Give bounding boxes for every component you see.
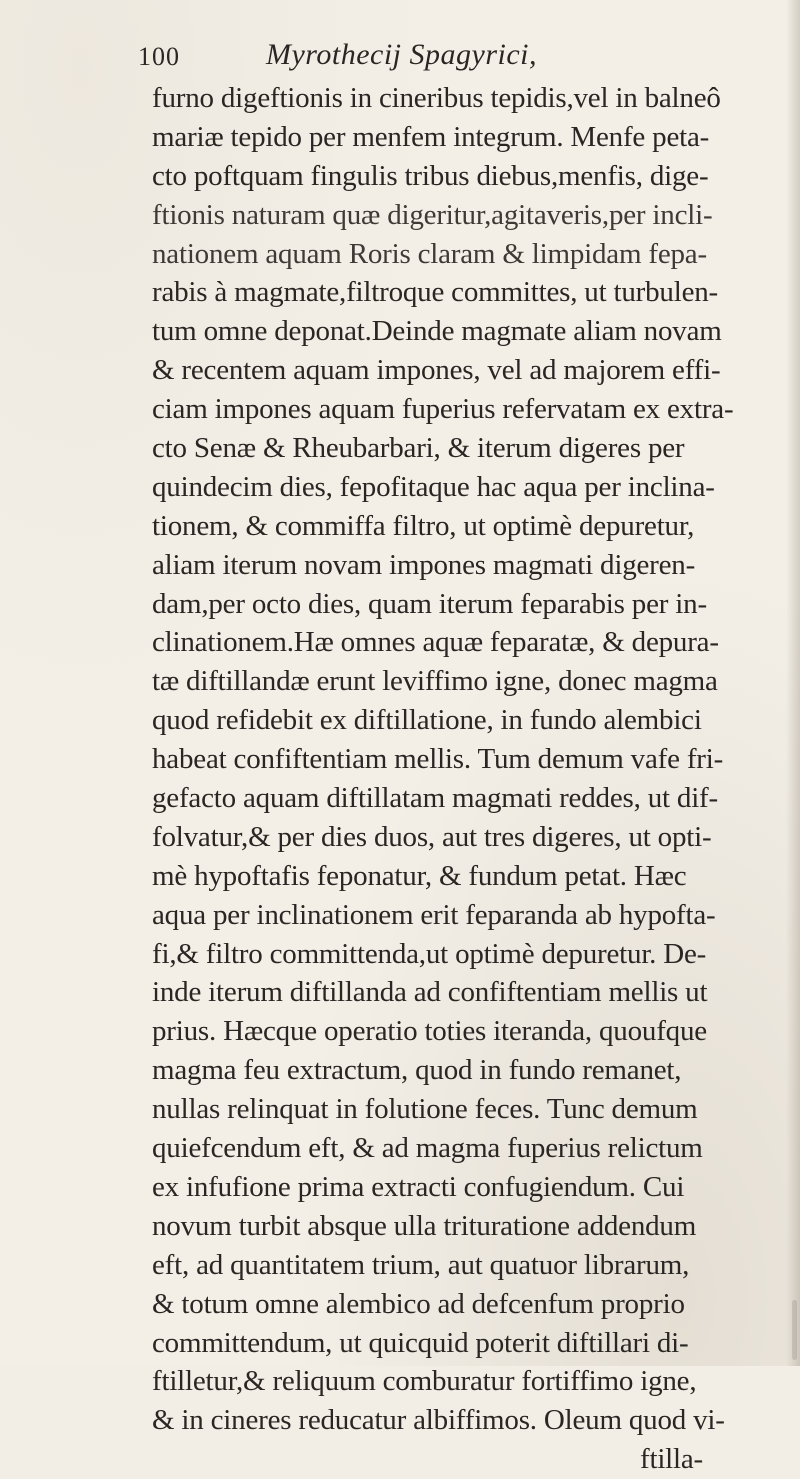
text-line: quiefcendum eft, & ad magma fuperius relictum (152, 1132, 703, 1165)
text-line: novum turbit absque ulla trituratione addendum (152, 1209, 697, 1242)
text-line: & in cineres reducatur albiffimos. Oleum quod vi- (152, 1404, 725, 1437)
text-line: ciam impones aquam fuperius refervatam ex extra- (152, 393, 734, 426)
text-line: dam,per octo dies, quam iterum feparabis per in- (152, 587, 707, 620)
page-edge-shadow (786, 0, 800, 1366)
text-line: furno digeftionis in cineribus tepidis,vel in balneô (152, 82, 721, 114)
text-line: quindecim dies, fepofitaque hac aqua per inclina- (152, 470, 715, 503)
text-line: ex infufione prima extracti confugiendum. Cui (152, 1170, 685, 1203)
text-line: tum omne deponat.Deinde magmate aliam novam (152, 315, 722, 348)
text-line: mariæ tepido per menfem integrum. Menfe peta- (152, 120, 710, 153)
text-line: folvatur,& per dies duos, aut tres digeres, ut opti- (152, 820, 712, 853)
page-number: 100 (138, 42, 180, 71)
text-line: tæ diftillandæ erunt leviffimo igne, donec magma (152, 665, 718, 698)
text-line: magma feu extractum, quod in fundo remanet, (152, 1054, 682, 1087)
text-line: fi,& filtro committenda,ut optimè depuretur. De- (152, 937, 707, 970)
text-line: tionem, & commiffa filtro, ut optimè depuretur, (152, 509, 695, 542)
text-line: rabis à magmate,filtroque committes, ut turbulen- (152, 276, 719, 309)
text-line: & totum omne alembico ad defcenfum proprio (152, 1287, 685, 1320)
text-line: nationem aquam Roris claram & limpidam fepa- (152, 237, 707, 270)
text-line: quod refidebit ex diftillatione, in fundo alembici (152, 704, 702, 737)
text-line: nullas relinquat in folutione feces. Tunc demum (152, 1093, 698, 1126)
text-line: mè hypoftafis feponatur, & fundum petat. Hæc (152, 859, 687, 892)
text-line: cto Senæ & Rheubarbari, & iterum digeres per (152, 432, 685, 465)
text-line: ftionis naturam quæ digeritur,agitaveris,per incli- (152, 198, 713, 231)
page-header (138, 38, 758, 82)
body-text (152, 79, 792, 1479)
text-line: & recentem aquam impones, vel ad majorem effi- (152, 354, 721, 387)
text-line: habeat confiftentiam mellis. Tum demum vafe fri- (152, 743, 724, 776)
text-line: eft, ad quantitatem trium, aut quatuor librarum, (152, 1248, 690, 1281)
text-line: aqua per inclinationem erit feparanda ab hypofta- (152, 898, 716, 931)
text-line: inde iterum diftillanda ad confiftentiam mellis ut (152, 976, 708, 1009)
text-line: aliam iterum novam impones magmati digeren- (152, 548, 696, 581)
text-line: clinationem.Hæ omnes aquæ feparatæ, & depura- (152, 626, 719, 659)
text-line: cto poftquam fingulis tribus diebus,menfis, dige- (152, 159, 709, 192)
text-line: prius. Hæcque operatio toties iteranda, quoufque (152, 1015, 707, 1048)
text-line: ftilletur,& reliquum comburatur fortiffimo igne, (152, 1365, 697, 1398)
running-title: Myrothecij Spagyrici, (266, 38, 537, 71)
text-line: committendum, ut quicquid poterit diftillari di- (152, 1326, 689, 1359)
text-line: gefacto aquam diftillatam magmati reddes, ut dif- (152, 782, 718, 815)
catchword: ftilla- (640, 1443, 704, 1476)
